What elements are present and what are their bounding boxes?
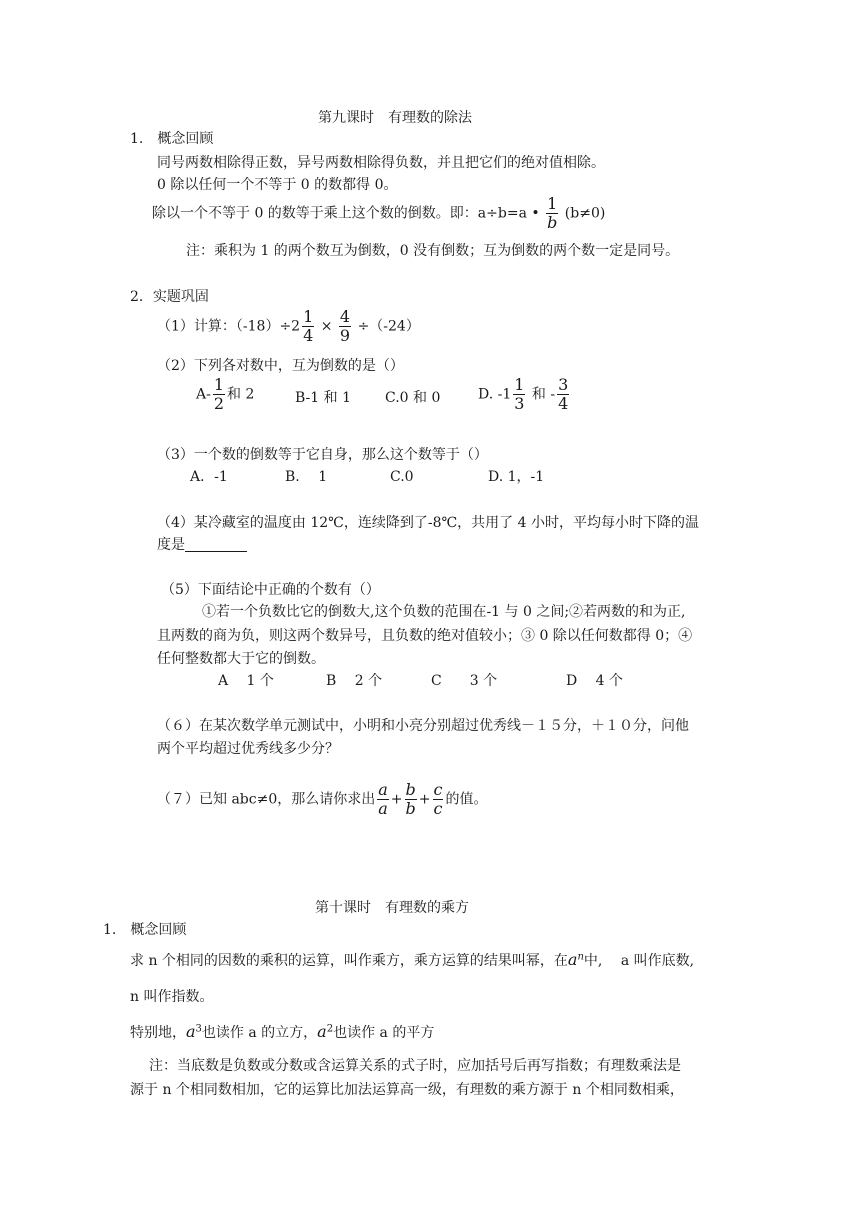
question-5: （5）下面结论中正确的个数有（）: [161, 582, 380, 598]
lesson9-title: 第九课时 有理数的除法: [318, 110, 472, 126]
question-2-option-d: D. -1 $\frac{1}{3}$ 和 - $\frac{3}{4}$: [478, 375, 569, 413]
power-definition-line-1: 求 n 个相同的因数的乘积的运算，叫作乘方，乘方运算的结果叫幂，在$a^n$中, a 叫作底数,: [130, 950, 695, 969]
question-3-option-c: C.0: [390, 469, 414, 485]
question-2-option-c: C.0 和 0: [385, 390, 441, 406]
question-7: （７）已知 abc≠0，那么请你求出 $\frac{a}{a}$ + $\frac{b}{b}$ + $\frac{c}{c}$ 的值。: [157, 780, 488, 818]
answer-blank: [185, 537, 247, 552]
division-rule-reciprocal: 除以一个不等于 0 的数等于乘上这个数的倒数。即：a÷b=a • $\frac{1}{b}$ (b≠0): [152, 194, 606, 232]
fraction-a-over-a: $\frac{a}{a}$: [378, 780, 388, 818]
fraction-one-over-b: $\frac{1}{b}$: [547, 194, 558, 232]
fraction-c-over-c: $\frac{c}{c}$: [433, 780, 443, 818]
reciprocal-note: 注：乘积为 1 的两个数互为倒数，0 没有倒数；互为倒数的两个数一定是同号。: [186, 243, 680, 259]
question-4-line-1: （4）某冷藏室的温度由 12℃，连续降到了-8℃，共用了 4 小时，平均每小时下降的温: [157, 515, 699, 531]
fraction-b-over-b: $\frac{b}{b}$: [405, 780, 416, 818]
question-3: （3）一个数的倒数等于它自身，那么这个数等于（）: [157, 447, 488, 463]
question-2-option-b: B-1 和 1: [295, 390, 351, 406]
fraction-one-third: $\frac{1}{3}$: [514, 375, 525, 413]
question-6-line-1: （６）在某次数学单元测试中，小明和小亮分别超过优秀线－１５分，＋１０分，问他: [157, 718, 689, 734]
fraction-one-half: $\frac{1}{2}$: [213, 375, 225, 413]
section2-heading: 2．实题巩固: [130, 289, 209, 305]
question-5-option-c: C 3 个: [431, 673, 498, 689]
power-note-line-1: 注：当底数是负数或分数或含运算关系的式子时，应加括号后再写指数；有理数乘法是: [149, 1058, 681, 1074]
lesson10-title: 第十课时 有理数的乘方: [315, 900, 469, 916]
section1-heading: 1. 概念回顾: [130, 131, 214, 147]
division-rule-zero: 0 除以任何一个不等于 0 的数都得 0。: [157, 177, 398, 193]
question-2: （2）下列各对数中，互为倒数的是（）: [157, 358, 404, 374]
question-4-line-2: 度是: [157, 537, 247, 552]
question-5-line-3: 任何整数都大于它的倒数。: [157, 651, 325, 667]
question-2-option-a: A- $\frac{1}{2}$ 和 2: [196, 375, 255, 413]
fraction-one-quarter: $\frac{1}{4}$: [303, 307, 314, 345]
question-6-line-2: 两个平均超过优秀线多少分？: [157, 741, 339, 757]
question-5-option-d: D 4 个: [566, 673, 624, 689]
power-definition-line-2: n 叫作指数。: [130, 989, 214, 1005]
question-1: （1）计算：（-18）÷2 $\frac{1}{4}$ × $\frac{4}{9}$ ÷（-24）: [157, 307, 420, 345]
question-5-line-2: 且两数的商为负，则这两个数异号，且负数的绝对值较小；③ 0 除以任何数都得 0；④: [157, 628, 693, 644]
lesson10-section1-heading: 1. 概念回顾: [103, 922, 187, 938]
division-rule-sign: 同号两数相除得正数，异号两数相除得负数，并且把它们的绝对值相除。: [157, 155, 605, 171]
question-3-option-b: B. 1: [285, 469, 328, 485]
power-special-cases: 特别地，$a^3$也读作 a 的立方，$a^2$也读作 a 的平方: [130, 1022, 435, 1041]
question-5-line-1: ①若一个负数比它的倒数大,这个负数的范围在-1 与 0 之间;②若两数的和为正,: [202, 604, 686, 620]
question-3-option-d: D. 1，-1: [488, 469, 545, 485]
question-3-option-a: A．-1: [190, 469, 228, 485]
question-5-option-b: B 2 个: [326, 673, 383, 689]
fraction-four-ninths: $\frac{4}{9}$: [339, 307, 351, 345]
fraction-three-quarters: $\frac{3}{4}$: [558, 375, 569, 413]
question-5-option-a: A 1 个: [218, 673, 274, 689]
power-note-line-2: 源于 n 个相同数相加，它的运算比加法运算高一级，有理数的乘方源于 n 个相同数相乘，: [130, 1082, 684, 1098]
